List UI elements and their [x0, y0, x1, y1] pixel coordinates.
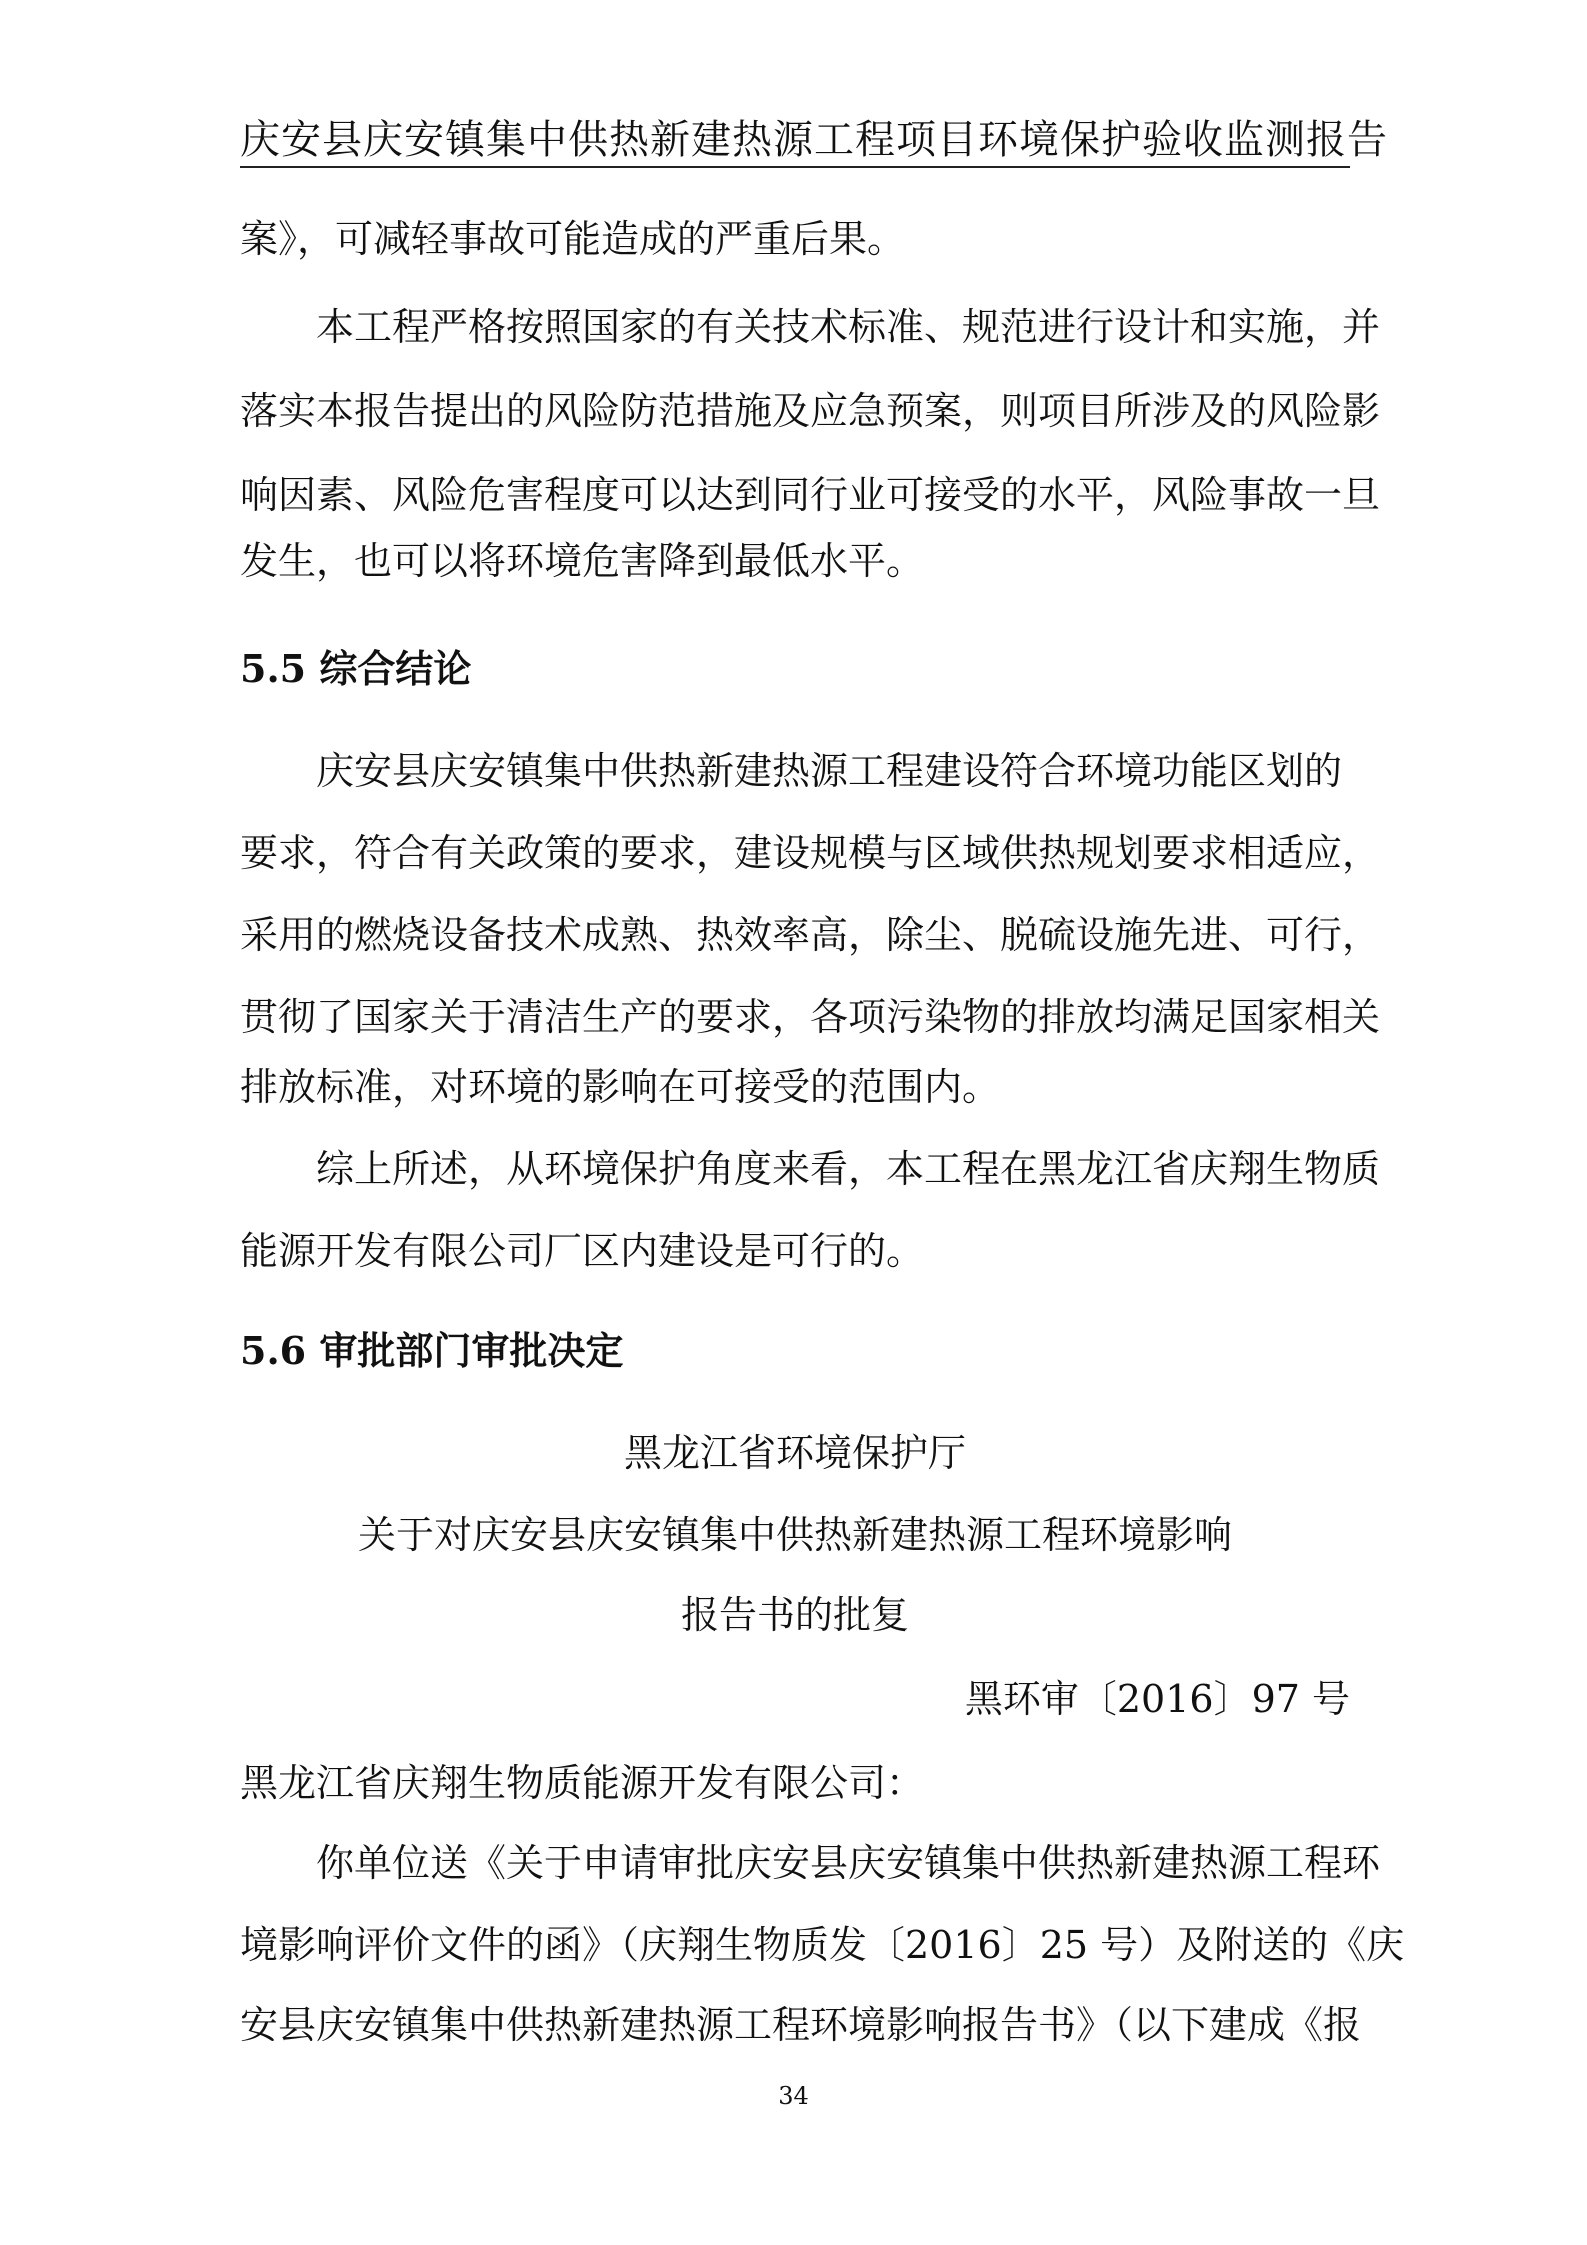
- paragraph-line: 要求，符合有关政策的要求，建设规模与区域供热规划要求相适应，: [240, 831, 1381, 875]
- document-number: 黑环审〔2016〕97 号: [964, 1677, 1350, 1721]
- page-header-title: 庆安县庆安镇集中供热新建热源工程项目环境保护验收监测报告: [240, 117, 1388, 163]
- paragraph-line: 响因素、风险危害程度可以达到同行业可接受的水平，风险事故一旦: [240, 473, 1381, 517]
- paragraph-line: 排放标准，对环境的影响在可接受的范围内。: [240, 1065, 1001, 1109]
- paragraph-line: 境影响评价文件的函》（庆翔生物质发〔2016〕25 号）及附送的《庆: [240, 1923, 1405, 1967]
- paragraph-line: 安县庆安镇集中供热新建热源工程环境影响报告书》（以下建成《报: [240, 2003, 1362, 2047]
- section-heading-5-5: 5.5 综合结论: [240, 646, 472, 691]
- paragraph-line: 案》，可减轻事故可能造成的严重后果。: [240, 217, 906, 261]
- paragraph-line: 能源开发有限公司厂区内建设是可行的。: [240, 1229, 925, 1273]
- paragraph-line: 采用的燃烧设备技术成熟、热效率高，除尘、脱硫设施先进、可行，: [240, 913, 1381, 957]
- page-number: 34: [778, 2082, 809, 2110]
- paragraph-line: 落实本报告提出的风险防范措施及应急预案，则项目所涉及的风险影: [240, 389, 1381, 433]
- paragraph-line: 贯彻了国家关于清洁生产的要求，各项污染物的排放均满足国家相关: [240, 995, 1381, 1039]
- paragraph-line: 发生，也可以将环境危害降到最低水平。: [240, 539, 925, 583]
- header-divider: [240, 166, 1350, 168]
- paragraph-line: 综上所述，从环境保护角度来看，本工程在黑龙江省庆翔生物质: [316, 1147, 1381, 1191]
- paragraph-line: 本工程严格按照国家的有关技术标准、规范进行设计和实施，并: [316, 305, 1381, 349]
- document-title-line: 关于对庆安县庆安镇集中供热新建热源工程环境影响: [357, 1513, 1232, 1557]
- paragraph-line: 你单位送《关于申请审批庆安县庆安镇集中供热新建热源工程环: [316, 1841, 1381, 1885]
- addressee: 黑龙江省庆翔生物质能源开发有限公司：: [240, 1761, 925, 1805]
- section-heading-5-6: 5.6 审批部门审批决定: [240, 1328, 624, 1373]
- issuer-name: 黑龙江省环境保护厅: [623, 1431, 966, 1475]
- document-title-line: 报告书的批复: [680, 1593, 909, 1637]
- paragraph-line: 庆安县庆安镇集中供热新建热源工程建设符合环境功能区划的: [316, 749, 1343, 793]
